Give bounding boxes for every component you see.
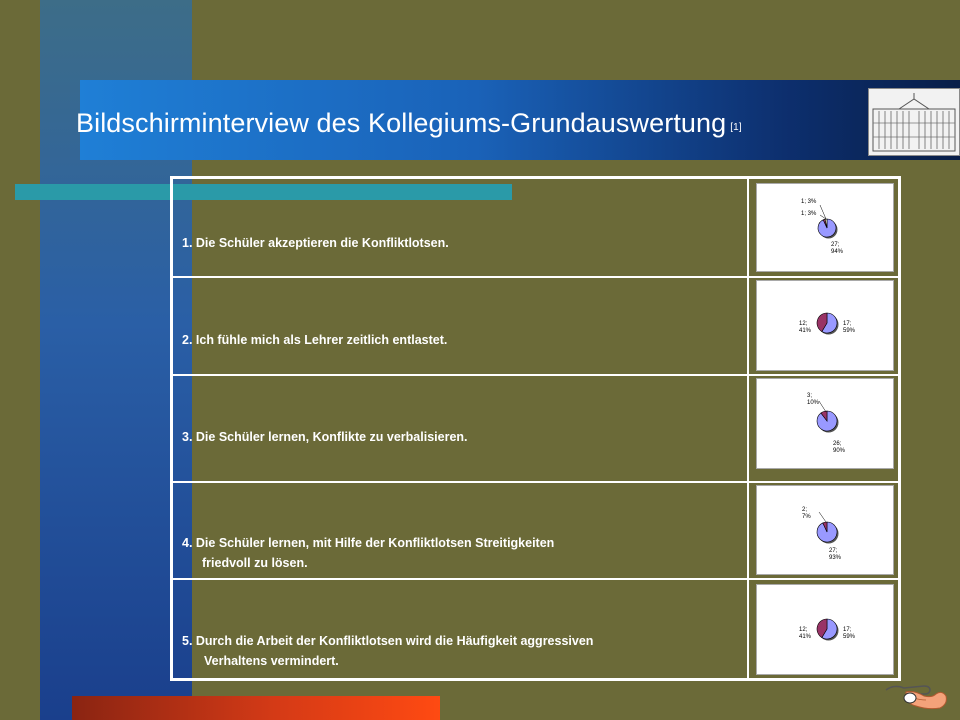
slide-title (76, 108, 742, 139)
statement-5 (182, 631, 593, 671)
table-row (173, 580, 898, 681)
pie-chart-1 (756, 183, 894, 272)
pie-chart-5-svg (757, 585, 895, 676)
statement-2: 2. Ich fühle mich als Lehrer zeitlich entlastet. (182, 333, 448, 347)
table-row (173, 376, 898, 483)
title-footnote[interactable]: [1] (730, 122, 742, 133)
pie-data-label: 17; 59% (843, 627, 856, 640)
statement-4 (182, 533, 554, 573)
pie-chart-3-svg (757, 379, 895, 470)
red-accent-bar (72, 696, 440, 720)
pie-chart-1-svg (757, 184, 895, 273)
pie-chart-4-svg (757, 486, 895, 576)
table-row (173, 483, 898, 580)
statement-5-line2: Verhaltens vermindert. (204, 654, 339, 668)
pie-data-label: 1; 3% (801, 211, 817, 217)
statement-3: 3. Die Schüler lernen, Konflikte zu verbalisieren. (182, 430, 468, 444)
table-row (173, 179, 898, 278)
statement-4-line2: friedvoll zu lösen. (202, 556, 308, 570)
pie-data-label: 3; 10% (807, 393, 820, 406)
pie-data-label: 26; 90% (833, 441, 846, 454)
pie-data-label: 2; 7% (802, 507, 811, 520)
pie-data-label: 17; 59% (843, 321, 856, 334)
pie-chart-3 (756, 378, 894, 469)
table-row (173, 278, 898, 376)
building-logo (868, 88, 960, 156)
statement-1: 1. Die Schüler akzeptieren die Konfliktlotsen. (182, 236, 449, 250)
survey-table (170, 176, 901, 681)
leader-line (819, 401, 826, 412)
pie-chart-2-svg (757, 281, 895, 372)
pie-data-label: 1; 3% (801, 199, 817, 205)
slide-title-text: Bildschirminterview des Kollegiums-Grundauswertung (76, 108, 727, 138)
pie-chart-4 (756, 485, 894, 575)
statement-5-line1: 5. Durch die Arbeit der Konfliktlotsen wird die Häufigkeit aggressiven (182, 634, 594, 648)
pie-data-label: 12; 41% (799, 321, 812, 334)
pie-chart-5 (756, 584, 894, 675)
pie-data-label: 12; 41% (799, 627, 812, 640)
statement-4-line1: 4. Die Schüler lernen, mit Hilfe der Konfliktlotsen Streitigkeiten (182, 536, 555, 550)
pie-data-label: 27; 93% (829, 548, 842, 561)
leader-line (819, 512, 826, 522)
building-icon (869, 89, 959, 155)
pointing-hand-icon[interactable] (884, 676, 950, 712)
pie-data-label: 27; 94% (831, 242, 844, 255)
pie-chart-2 (756, 280, 894, 371)
